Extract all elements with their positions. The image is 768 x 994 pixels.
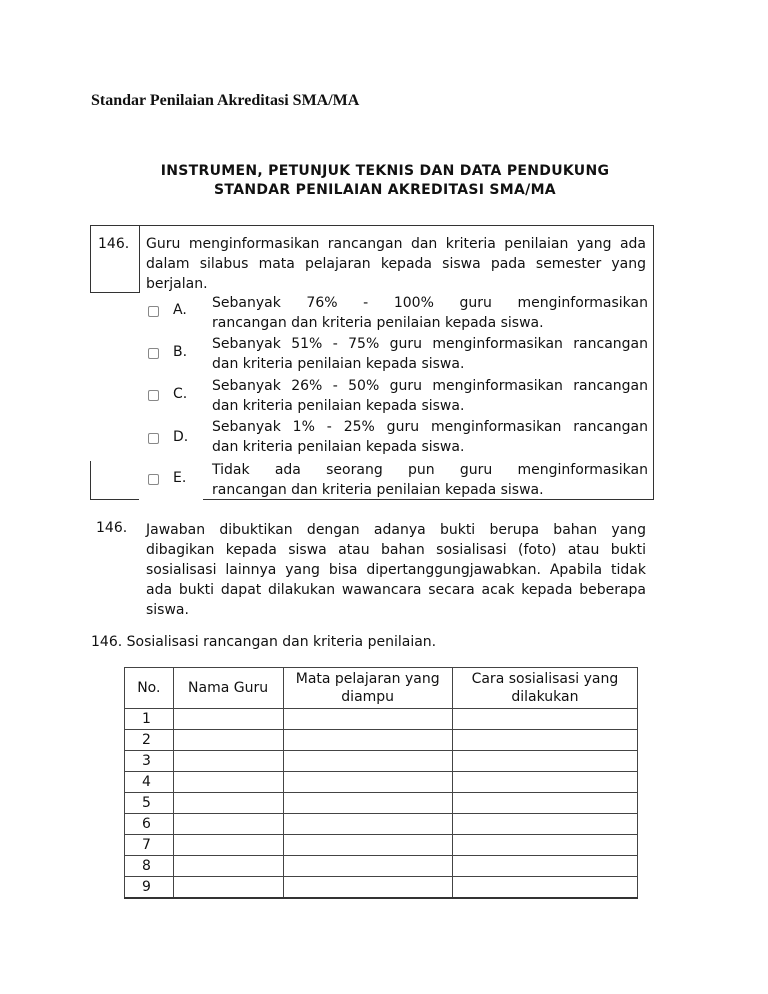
table-header-row — [125, 668, 638, 709]
cell-mata-pelajaran[interactable] — [283, 856, 452, 877]
row-number: 1 — [125, 709, 174, 730]
cell-mata-pelajaran[interactable] — [283, 793, 452, 814]
row-number: 8 — [125, 856, 174, 877]
table-title: 146. Sosialisasi rancangan dan kriteria penilaian. — [91, 634, 437, 650]
option-c-text: Sebanyak 26% - 50% guru menginformasikan rancangan dan kriteria penilaian kepada siswa. — [212, 378, 648, 414]
cell-nama-guru[interactable] — [173, 730, 283, 751]
header-nama-guru: Nama Guru — [173, 668, 283, 709]
guidance-number: 146. — [96, 520, 128, 536]
row-number: 7 — [125, 835, 174, 856]
row-number: 9 — [125, 877, 174, 899]
option-label: C. — [173, 386, 188, 402]
option-label: D. — [173, 429, 189, 445]
cell-mata-pelajaran[interactable] — [283, 835, 452, 856]
table-row — [125, 814, 638, 835]
option-label: B. — [173, 344, 188, 360]
checkbox-icon[interactable] — [148, 433, 159, 444]
cell-nama-guru[interactable] — [173, 709, 283, 730]
option-b-text: Sebanyak 51% - 75% guru menginformasikan rancangan dan kriteria penilaian kepada siswa. — [212, 336, 648, 372]
table-row — [125, 877, 638, 899]
option-e-text: Tidak ada seorang pun guru menginformasikan rancangan dan kriteria penilaian kepada siswa. — [212, 462, 648, 498]
cell-mata-pelajaran[interactable] — [283, 814, 452, 835]
header-cara-sosialisasi: Cara sosialisasi yang dilakukan — [452, 668, 637, 709]
cell-mata-pelajaran[interactable] — [283, 877, 452, 899]
table-row — [125, 709, 638, 730]
option-a-text: Sebanyak 76% - 100% guru menginformasikan rancangan dan kriteria penilaian kepada siswa. — [212, 295, 648, 331]
table-row — [125, 772, 638, 793]
cell-nama-guru[interactable] — [173, 835, 283, 856]
row-number: 3 — [125, 751, 174, 772]
cell-cara-sosialisasi[interactable] — [452, 751, 637, 772]
cell-mata-pelajaran[interactable] — [283, 772, 452, 793]
cell-nama-guru[interactable] — [173, 793, 283, 814]
cell-cara-sosialisasi[interactable] — [452, 793, 637, 814]
cell-nama-guru[interactable] — [173, 814, 283, 835]
table-row — [125, 835, 638, 856]
cell-mata-pelajaran[interactable] — [283, 709, 452, 730]
option-label: E. — [173, 470, 187, 486]
table-row — [125, 730, 638, 751]
question-text: Guru menginformasikan rancangan dan kriteria penilaian yang ada dalam silabus mata pelajaran kepada siswa pada semester yang berjalan. — [146, 236, 646, 292]
option-label: A. — [173, 302, 187, 318]
cell-cara-sosialisasi[interactable] — [452, 835, 637, 856]
cell-cara-sosialisasi[interactable] — [452, 877, 637, 899]
cell-cara-sosialisasi[interactable] — [452, 772, 637, 793]
table-row — [125, 793, 638, 814]
guidance-text: Jawaban dibuktikan dengan adanya bukti berupa bahan yang dibagikan kepada siswa atau bahan sosialisasi (foto) atau bukti sosialisasi lainnya yang bisa dipertanggungjawabkan. Apabila tidak ada bukti dapat dilakukan wawancara secara acak kepada beberapa siswa. — [146, 522, 646, 618]
cell-nama-guru[interactable] — [173, 856, 283, 877]
checkbox-icon[interactable] — [148, 306, 159, 317]
cell-mata-pelajaran[interactable] — [283, 751, 452, 772]
sosialisasi-table — [124, 667, 638, 899]
header-mata-pelajaran: Mata pelajaran yang diampu — [283, 668, 452, 709]
row-number: 6 — [125, 814, 174, 835]
checkbox-icon[interactable] — [148, 474, 159, 485]
cell-cara-sosialisasi[interactable] — [452, 709, 637, 730]
checkbox-icon[interactable] — [148, 390, 159, 401]
document-header: Standar Penilaian Akreditasi SMA/MA — [91, 92, 360, 109]
question-number: 146. — [98, 236, 130, 252]
cell-cara-sosialisasi[interactable] — [452, 814, 637, 835]
page-title-line-1: INSTRUMEN, PETUNJUK TEKNIS DAN DATA PENDUKUNG — [160, 163, 610, 179]
table-row — [125, 856, 638, 877]
row-number: 4 — [125, 772, 174, 793]
cell-cara-sosialisasi[interactable] — [452, 856, 637, 877]
checkbox-icon[interactable] — [148, 348, 159, 359]
cell-nama-guru[interactable] — [173, 751, 283, 772]
header-no: No. — [125, 668, 174, 709]
table-row — [125, 751, 638, 772]
cell-mata-pelajaran[interactable] — [283, 730, 452, 751]
option-d-text: Sebanyak 1% - 25% guru menginformasikan rancangan dan kriteria penilaian kepada siswa. — [212, 419, 648, 455]
page-title-line-2: STANDAR PENILAIAN AKREDITASI SMA/MA — [214, 182, 556, 198]
cell-nama-guru[interactable] — [173, 772, 283, 793]
cell-nama-guru[interactable] — [173, 877, 283, 899]
row-number: 2 — [125, 730, 174, 751]
row-number: 5 — [125, 793, 174, 814]
cell-cara-sosialisasi[interactable] — [452, 730, 637, 751]
